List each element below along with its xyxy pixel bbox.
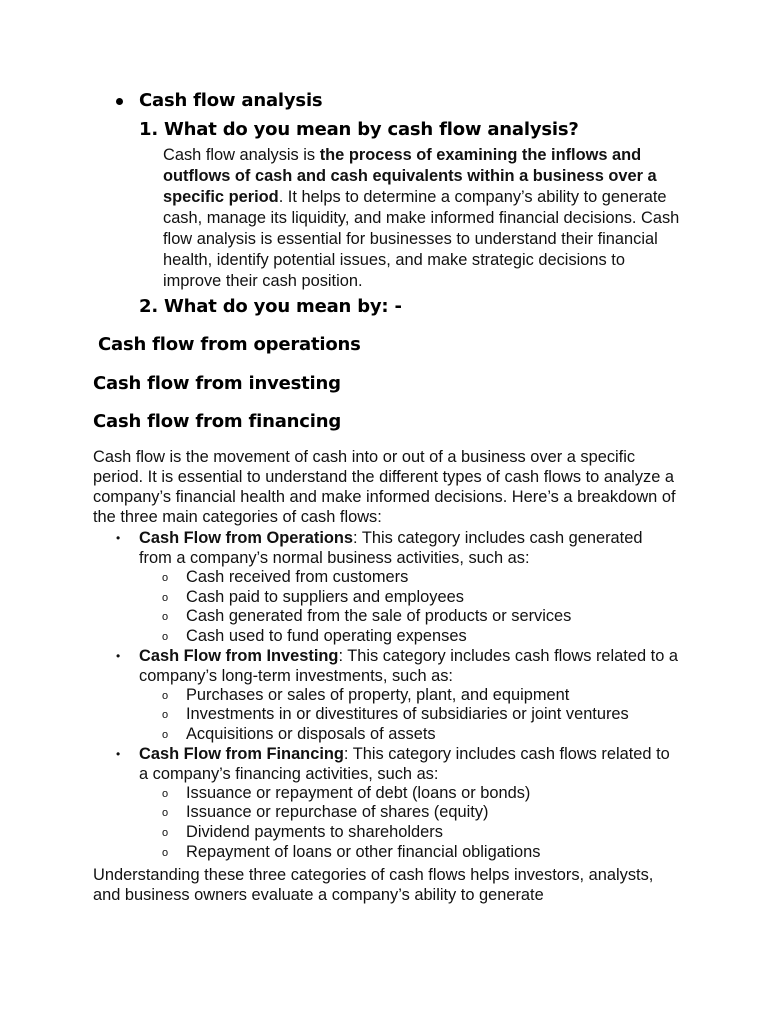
list-item [116,647,679,686]
bullet-marker: o [162,847,169,859]
list-item-text: Cash generated from the sale of products or services [186,607,572,625]
bullet-marker: • [116,649,121,663]
question-1-answer [163,145,683,292]
intro-paragraph: Cash flow is the movement of cash into or out of a business over a specific period. It is essential to understand the different types of cash flows to analyze a company’s financial health and make informed decisions. Here’s a breakdown of the three main categories of cash flows: [93,448,676,526]
list-item [116,745,679,784]
list-item [162,627,706,647]
bullet-marker: o [162,572,169,584]
list-item [162,588,706,608]
list-item-text: Cash paid to suppliers and employees [186,588,464,606]
bullet-marker: o [162,631,169,643]
answer-text-end: . It helps to determine a company’s ability to generate cash, manage its liquidity, and make informed financial decisions. Cash flow analysis is essential for businesses to understand their financial health, identify potential issues, and make strategic decisions to improve their cash position. [163,188,680,290]
list-item-text: Cash received from customers [186,568,409,586]
category-description: : This category includes cash flows related to a company’s financing activities, such as: [139,745,670,783]
list-item-text: Issuance or repayment of debt (loans or bonds) [186,784,531,802]
list-item-text: Purchases or sales of property, plant, and equipment [186,686,570,704]
bullet-marker: • [116,747,121,761]
bullet-marker: o [162,611,169,623]
question-2-heading: 2. What do you mean by: - [139,296,402,317]
list-item [162,784,706,804]
answer-text-start: Cash flow analysis is [163,146,320,164]
list-item-text: Investments in or divestitures of subsidiaries or joint ventures [186,705,629,723]
list-item [162,725,706,745]
category-title: Cash Flow from Financing [139,745,344,763]
bullet-marker: o [162,729,169,741]
list-item-text: Repayment of loans or other financial obligations [186,843,541,861]
category-description: : This category includes cash flows related to a company’s long-term investments, such as: [139,647,678,685]
bullet-marker: o [162,690,169,702]
subheading-investing: Cash flow from investing [93,373,341,394]
list-item [116,529,679,568]
question-1-heading: 1. What do you mean by cash flow analysis? [139,119,579,140]
bullet-marker: o [162,709,169,721]
bullet-marker: • [116,531,121,545]
list-item [162,568,706,588]
list-item [162,823,706,843]
bullet-marker: o [162,788,169,800]
list-item-text: Acquisitions or disposals of assets [186,725,436,743]
list-item [162,803,706,823]
subheading-financing: Cash flow from financing [93,411,342,432]
section-heading: Cash flow analysis [139,90,323,111]
list-item-text: Dividend payments to shareholders [186,823,443,841]
list-item-text: Issuance or repurchase of shares (equity) [186,803,489,821]
bullet-marker: o [162,592,169,604]
subheading-operations: Cash flow from operations [98,334,361,355]
list-item [162,607,706,627]
list-item [162,705,706,725]
category-title: Cash Flow from Operations [139,529,354,547]
list-item [162,843,706,863]
category-description: : This category includes cash generated from a company’s normal business activities, such as: [139,529,643,567]
answer-text-bold: the process of examining the inflows and outflows of cash and cash equivalents within a business over a specific period [163,146,657,206]
bullet-marker: o [162,807,169,819]
bullet-marker: o [162,827,169,839]
list-item [162,686,706,706]
closing-paragraph: Understanding these three categories of cash flows helps investors, analysts, and business owners evaluate a company’s ability to generate [93,866,654,904]
list-item-text: Cash used to fund operating expenses [186,627,467,645]
bullet-marker [116,98,123,105]
category-title: Cash Flow from Investing [139,647,339,665]
